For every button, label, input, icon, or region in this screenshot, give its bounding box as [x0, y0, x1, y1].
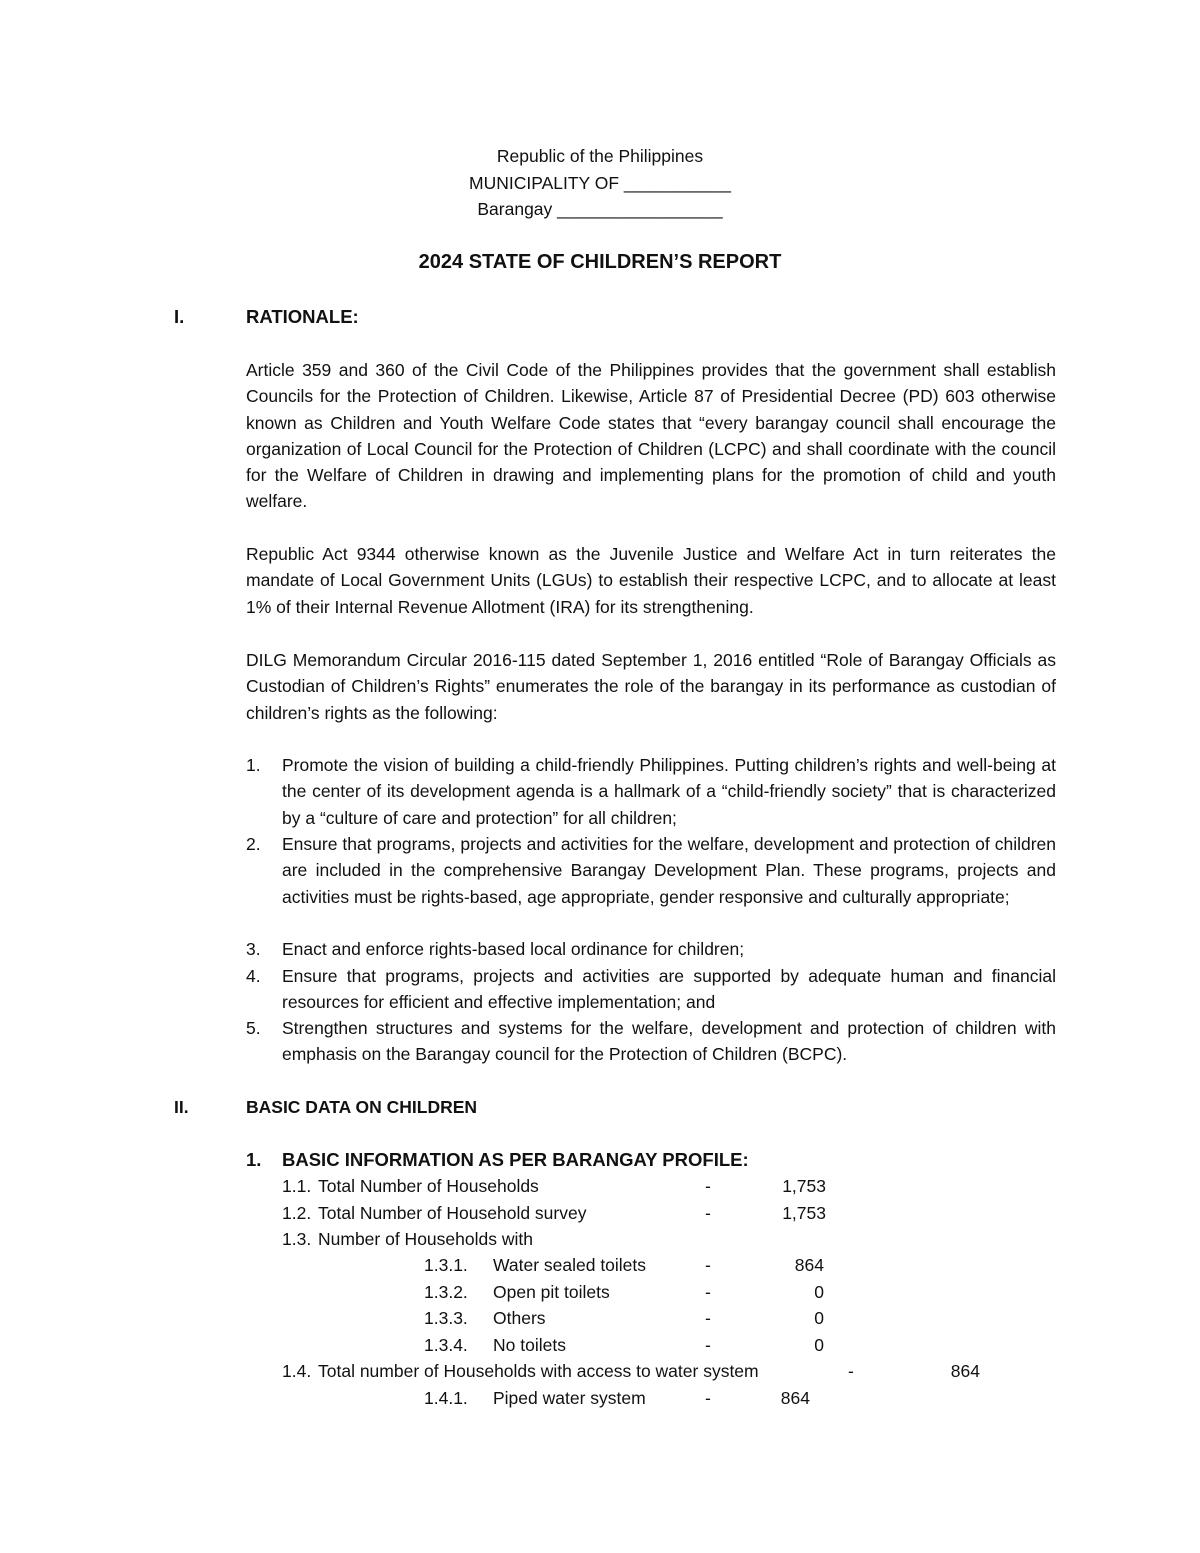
row-label: Piped water system [493, 1388, 646, 1408]
header-municipality: MUNICIPALITY OF ___________ [469, 173, 731, 193]
list-item-text: Promote the vision of building a child-friendly Philippines. Putting children’s rights and well-being at the center of its development agenda is a hallmark of a “child-friendly society” that is characterized by a “culture of care and protection” for all children; [282, 755, 1056, 828]
row-label: Water sealed toilets [493, 1255, 647, 1275]
row-value: 0 [814, 1308, 824, 1328]
section-2-heading: BASIC DATA ON CHILDREN [246, 1097, 478, 1117]
row-dash: - [705, 1176, 711, 1196]
row-number: 1.4. [282, 1361, 312, 1381]
row-value: 864 [794, 1255, 824, 1275]
row-number: 1.2. [282, 1203, 312, 1223]
header-republic: Republic of the Philippines [496, 146, 704, 166]
list-item-text: Enact and enforce rights-based local ordinance for children; [282, 939, 745, 959]
row-label: Number of Households with [318, 1229, 533, 1249]
list-item-number: 3. [246, 939, 261, 959]
row-number: 1.3.3. [424, 1308, 468, 1328]
row-number: 1.3.4. [424, 1335, 468, 1355]
list-item-number: 4. [246, 966, 261, 986]
row-label: Total Number of Households [318, 1176, 539, 1196]
row-number: 1.3.2. [424, 1282, 468, 1302]
row-value: 864 [780, 1388, 810, 1408]
row-label: Total number of Households with access to water system [318, 1361, 759, 1381]
section-2-number: II. [174, 1097, 189, 1117]
row-value: 1,753 [782, 1203, 826, 1223]
rationale-paragraph-1: Article 359 and 360 of the Civil Code of the Philippines provides that the government shall establish Councils for the Protection of Children. Likewise, Article 87 of Presidential Decree (PD) 603 otherwise known as Children and Youth Welfare Code states that “every barangay council shall encourage the organization of Local Council for the Protection of Children (LCPC) and shall coordinate with the council for the Welfare of Children in drawing and implementing plans for the promotion of child and youth welfare. [246, 360, 1056, 512]
section-1-heading: RATIONALE: [246, 306, 359, 327]
row-label: Others [493, 1308, 546, 1328]
list-item-text: Strengthen structures and systems for the welfare, development and protection of children with emphasis on the Barangay council for the Protection of Children (BCPC). [282, 1018, 1056, 1065]
rationale-paragraph-2: Republic Act 9344 otherwise known as the Juvenile Justice and Welfare Act in turn reiterates the mandate of Local Government Units (LGUs) to establish their respective LCPC, and to allocate at least 1% of their Internal Revenue Allotment (IRA) for its strengthening. [246, 544, 1056, 617]
header-barangay: Barangay _________________ [477, 199, 723, 219]
row-label: No toilets [493, 1335, 566, 1355]
row-number: 1.4.1. [424, 1388, 468, 1408]
row-value: 0 [814, 1282, 824, 1302]
list-item-number: 1. [246, 755, 261, 775]
row-number: 1.3.1. [424, 1255, 468, 1275]
row-dash: - [705, 1308, 711, 1328]
row-number: 1.3. [282, 1229, 312, 1249]
row-dash: - [705, 1282, 711, 1302]
row-dash: - [848, 1361, 854, 1381]
row-number: 1.1. [282, 1176, 312, 1196]
list-item-number: 2. [246, 834, 261, 854]
rationale-paragraph-3: DILG Memorandum Circular 2016-115 dated September 1, 2016 entitled “Role of Barangay Officials as Custodian of Children’s Rights” enumerates the role of the barangay in its performance as custodian of children’s rights as the following: [246, 650, 1056, 723]
row-dash: - [705, 1388, 711, 1408]
list-item-text: Ensure that programs, projects and activities for the welfare, development and protection of children are included in the comprehensive Barangay Development Plan. These programs, projects and activities must be rights-based, age appropriate, gender responsive and culturally appropriate; [282, 834, 1056, 907]
subsection-number: 1. [246, 1149, 262, 1170]
row-value: 864 [950, 1361, 980, 1381]
row-label: Total Number of Household survey [318, 1203, 587, 1223]
list-item-text: Ensure that programs, projects and activities are supported by adequate human and financial resources for efficient and effective implementation; and [282, 966, 1056, 1013]
list-item-number: 5. [246, 1018, 261, 1038]
row-value: 0 [814, 1335, 824, 1355]
subsection-heading: BASIC INFORMATION AS PER BARANGAY PROFILE: [282, 1149, 749, 1170]
row-dash: - [705, 1335, 711, 1355]
row-dash: - [705, 1203, 711, 1223]
report-title: 2024 STATE OF CHILDREN’S REPORT [418, 251, 782, 273]
section-1-number: I. [174, 306, 185, 327]
row-value: 1,753 [782, 1176, 826, 1196]
row-label: Open pit toilets [493, 1282, 610, 1302]
row-dash: - [705, 1255, 711, 1275]
